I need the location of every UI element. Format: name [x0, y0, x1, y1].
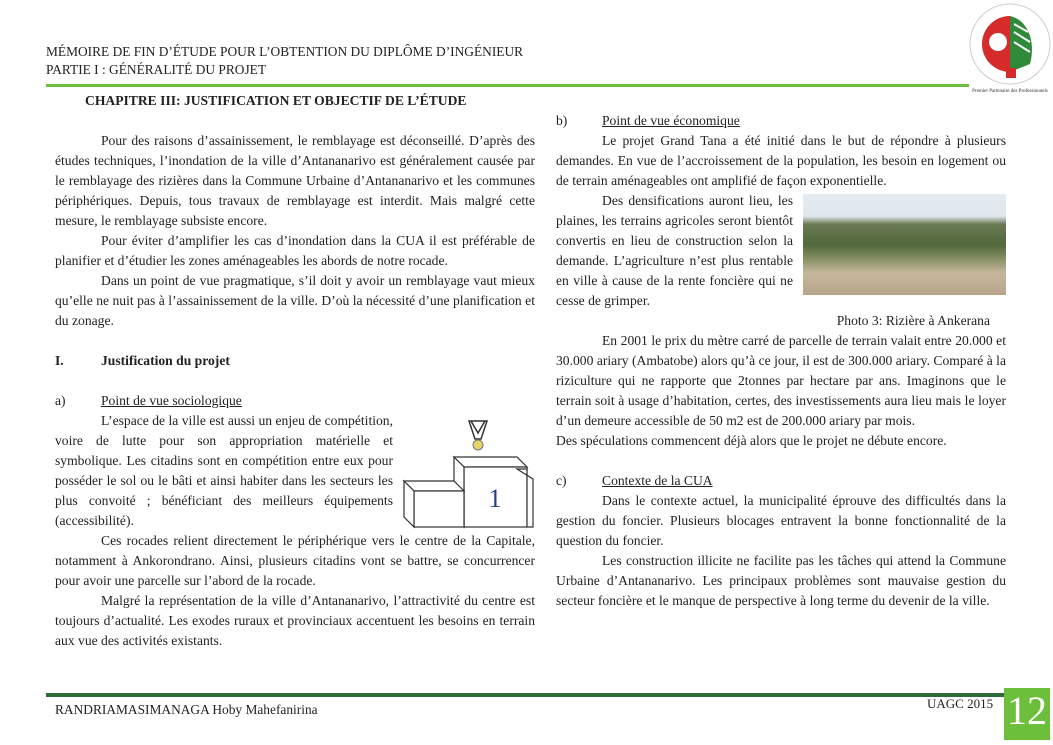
paragraph: Des densifications auront lieu, les plaines, les terrains agricoles seront bientôt convertis en lieu de construction selon la demande. L’agriculture n’est plus rentable en ville à cause de la rente foncière qui ne cesse de grimper.: [556, 193, 793, 308]
paragraph: Dans un point de vue pragmatique, s’il doit y avoir un remblayage vaut mieux qu’elle ne nuit pas à l’assainissement de la ville. D’où la nécessité d’une planification et du zonage.: [55, 273, 535, 328]
subsection-heading: a) Point de vue sociologique: [55, 393, 242, 408]
footer-author: RANDRIAMASIMANAGA Hoby Mahefanirina: [55, 702, 318, 717]
paragraph: Pour des raisons d’assainissement, le remblayage est déconseillé. D’après des études techniques, l’inondation de la ville d’Antananarivo est généralement causée par le remblayage des rizières dans la Commune Urbaine d’Antananarivo et les communes périphériques. Depuis, tous travaux de remblayage est interdit. Mais malgré cette mesure, le remblayage subsiste encore.: [55, 133, 535, 228]
page-number: 12: [1004, 688, 1050, 740]
section-heading: I. Justification du projet: [55, 353, 230, 368]
rice-field-photo: [803, 194, 1006, 295]
header-rule: [46, 84, 969, 87]
footer-institution: UAGC 2015: [927, 696, 994, 711]
header-subtitle: PARTIE I : GÉNÉRALITÉ DU PROJET: [46, 62, 267, 77]
school-logo: [968, 2, 1052, 96]
header-title: MÉMOIRE DE FIN D’ÉTUDE POUR L’OBTENTION DU DIPLÔME D’INGÉNIEUR: [46, 44, 524, 59]
paragraph: En 2001 le prix du mètre carré de parcelle de terrain valait entre 20.000 et 30.000 ariary (Ambatobe) alors qu’à ce jour, il est de 300.000 ariary. Comparé à la riziculture qui ne rapporte que 2tonnes par hectare par ans. Imaginons que le terrain soit à usage d’habitation, certes, des investissements aura lieu mais le loyer d’un demeure accessible de 50 m2 est de 200.000 ariary par mois.: [556, 333, 1006, 428]
footer-rule: [46, 693, 1004, 697]
chapter-title: CHAPITRE III: JUSTIFICATION ET OBJECTIF DE L’ÉTUDE: [85, 93, 467, 108]
podium-illustration: [399, 419, 535, 531]
paragraph: L’espace de la ville est aussi un enjeu de compétition, voire de lutte pour son appropriation matérielle et symbolique. Les citadins sont en compétition entre eux pour posséder le sol ou le bâti et ainsi habiter dans les secteurs les plus convoité ; bénéficiant des meilleurs équipements (accessibilité).: [55, 413, 393, 528]
paragraph: Des spéculations commencent déjà alors que le projet ne débute encore.: [556, 433, 947, 448]
paragraph: Les construction illicite ne facilite pas les tâches qui attend la Commune Urbaine d’Antananarivo. Les principaux problèmes sont mauvaise gestion du secteur foncière et le manque de perspective à long terme du devenir de la ville.: [556, 553, 1006, 608]
svg-text:Premier Partenaire des Profess: Premier Partenaire des Professionnels: [972, 89, 1048, 94]
paragraph: Le projet Grand Tana a été initié dans le but de répondre à plusieurs demandes. En vue de l’accroissement de la population, les besoin en logement ou de terrain aménageables ont amplifié de façon exponentielle.: [556, 133, 1006, 188]
podium-label: 1: [488, 484, 502, 513]
paragraph: Ces rocades relient directement le périphérique vers le centre de la Capitale, notamment à Ankorondrano. Ainsi, plusieurs citadins vont se battre, se concurrencer pour avoir une parcelle sur l’abord de la rocade.: [55, 533, 535, 588]
paragraph: Dans le contexte actuel, la municipalité éprouve des difficultés dans la gestion du foncier. Plusieurs blocages entravent la bonne fonctionnalité de la question du foncier.: [556, 493, 1006, 548]
subsection-heading: b) Point de vue économique: [556, 113, 740, 128]
paragraph: Pour éviter d’amplifier les cas d’inondation dans la CUA il est préférable de planifier et d’étudier les zones aménageables les abords de notre rocade.: [55, 233, 535, 268]
subsection-heading: c) Contexte de la CUA: [556, 473, 713, 488]
photo-caption: Photo 3: Rizière à Ankerana: [836, 313, 990, 328]
paragraph: Malgré la représentation de la ville d’Antananarivo, l’attractivité du centre est toujours d’actualité. Les exodes ruraux et provinciaux accentuent les besoins en terrain aux vue des activités existants.: [55, 593, 535, 648]
